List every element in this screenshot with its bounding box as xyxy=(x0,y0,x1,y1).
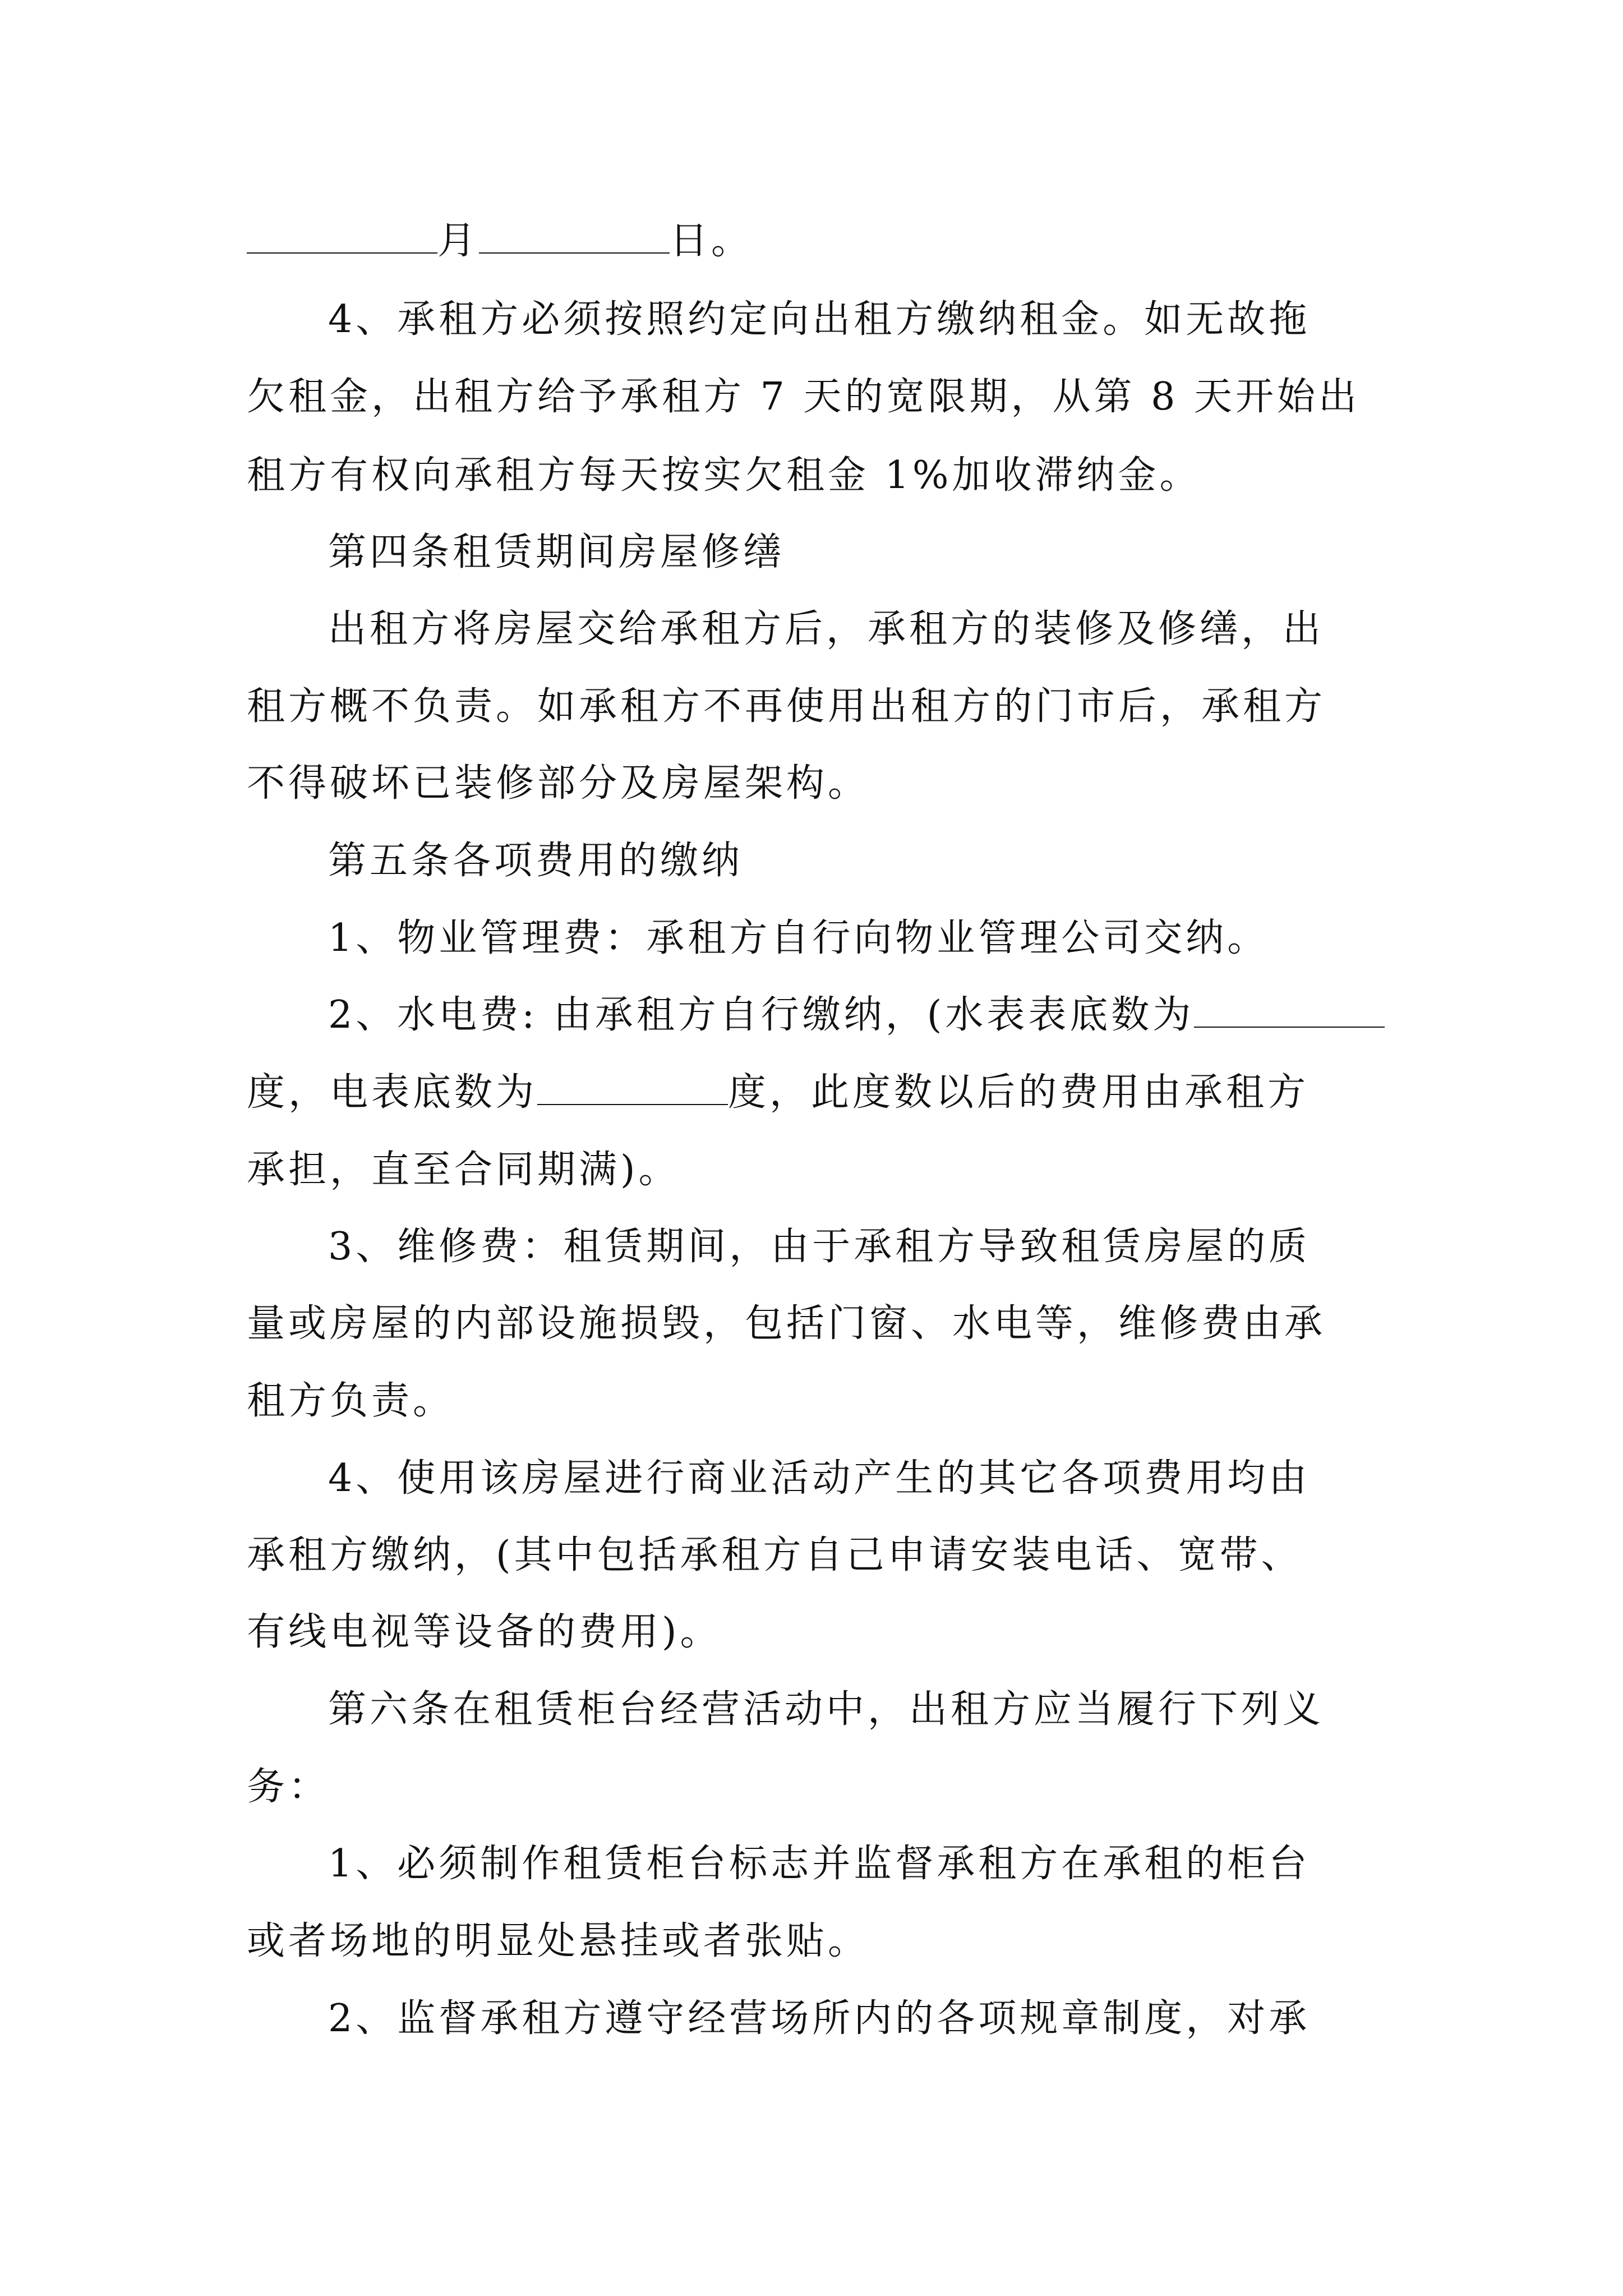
text-segment: 3、维修费：租赁期间，由于承租方导致租赁房屋的质 xyxy=(328,1225,1311,1269)
text-segment: 有线电视等设备的费用)。 xyxy=(247,1610,722,1654)
doc-line xyxy=(328,1842,1310,1887)
text-segment: 租方有权向承租方每天按实欠租金 1%加收滞纳金。 xyxy=(247,453,1201,498)
doc-line xyxy=(328,530,785,575)
text-segment: 租方概不负责。如承租方不再使用出租方的门市后，承租方 xyxy=(247,684,1326,729)
text-segment: 度，电表底数为 xyxy=(247,1070,538,1115)
section-heading: 第六条在租赁柜台经营活动中，出租方应当履行下列义 xyxy=(328,1687,1325,1732)
doc-line xyxy=(247,1610,722,1655)
doc-line xyxy=(247,761,869,806)
text-segment: 1、物业管理费：承租方自行向物业管理公司交纳。 xyxy=(328,916,1269,960)
text-segment: 2、水电费: 由承租方自行缴纳，(水表表底数为 xyxy=(328,993,1195,1037)
doc-line xyxy=(247,1070,1309,1115)
text-segment: 不得破坏已装修部分及房屋架构。 xyxy=(247,761,870,806)
text-segment: 2、监督承租方遵守经营场所内的各项规章制度，对承 xyxy=(328,1996,1311,2041)
doc-line xyxy=(328,1996,1310,2041)
text-segment: 4、承租方必须按照约定向出租方缴纳租金。如无故拖 xyxy=(328,297,1311,342)
doc-line xyxy=(328,916,1269,961)
text-segment: 务： xyxy=(247,1765,330,1809)
doc-line xyxy=(328,1456,1310,1501)
text-segment: 4、使用该房屋进行商业活动产生的其它各项费用均由 xyxy=(328,1456,1311,1501)
text-segment: 或者场地的明显处悬挂或者张贴。 xyxy=(247,1919,870,1963)
fill-blank xyxy=(247,221,437,254)
doc-line xyxy=(328,1225,1310,1269)
doc-line xyxy=(328,297,1310,342)
doc-line xyxy=(328,1687,1324,1732)
text-segment: 承担，直至合同期满)。 xyxy=(247,1148,680,1192)
text-segment: 量或房屋的内部设施损毁，包括门窗、水电等，维修费由承 xyxy=(247,1301,1326,1346)
doc-line xyxy=(247,1919,869,1964)
doc-line xyxy=(328,839,743,884)
text-segment: 月 xyxy=(437,219,479,263)
doc-line xyxy=(247,684,1326,729)
fill-blank xyxy=(537,1073,728,1105)
text-segment: 承租方缴纳，(其中包括承租方自己申请安装电话、宽带、 xyxy=(247,1533,1303,1577)
section-heading: 第五条各项费用的缴纳 xyxy=(328,839,744,883)
text-segment: 欠租金，出租方给予承租方 7 天的宽限期，从第 8 天开始出 xyxy=(247,375,1360,419)
doc-line xyxy=(247,1379,454,1424)
doc-line xyxy=(247,453,1201,498)
fill-blank xyxy=(1194,995,1385,1028)
text-segment: 1、必须制作租赁柜台标志并监督承租方在承租的柜台 xyxy=(328,1842,1311,1886)
doc-line xyxy=(247,1301,1326,1346)
doc-line xyxy=(247,219,753,264)
doc-line xyxy=(247,375,1360,420)
text-segment: 度，此度数以后的费用由承租方 xyxy=(728,1070,1310,1115)
text-segment: 日。 xyxy=(670,219,753,263)
text-segment: 租方负责。 xyxy=(247,1379,455,1423)
doc-line xyxy=(328,993,1385,1038)
text-segment: 出租方将房屋交给承租方后，承租方的装修及修缮，出 xyxy=(328,607,1325,651)
doc-line xyxy=(247,1765,330,1810)
doc-line xyxy=(247,1533,1303,1578)
doc-line xyxy=(328,607,1324,652)
section-heading: 第四条租赁期间房屋修缮 xyxy=(328,530,785,574)
doc-line xyxy=(247,1148,680,1193)
fill-blank xyxy=(479,221,670,254)
